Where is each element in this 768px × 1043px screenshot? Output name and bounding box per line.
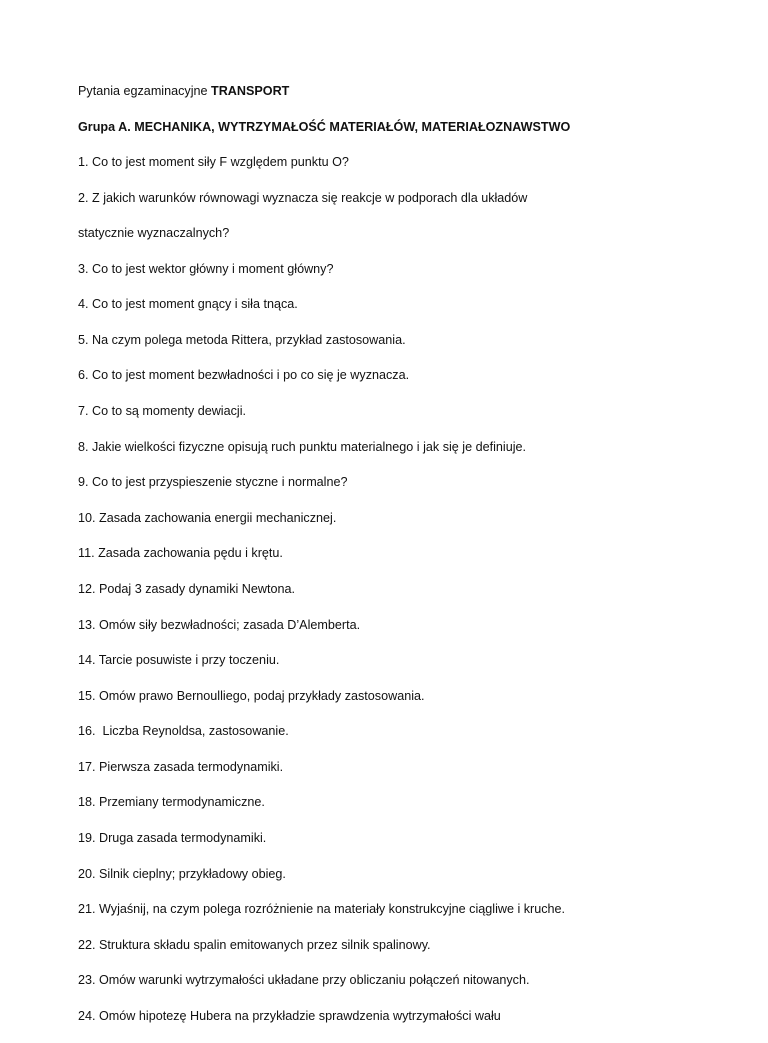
question-item: 12. Podaj 3 zasady dynamiki Newtona.: [78, 581, 296, 596]
question-item: 22. Struktura składu spalin emitowanych przez silnik spalinowy.: [78, 937, 431, 952]
question-item: 1. Co to jest moment siły F względem punktu O?: [78, 155, 349, 170]
question-item: 2. Z jakich warunków równowagi wyznacza się reakcje w podporach dla układów: [78, 190, 528, 205]
question-list: [78, 153, 728, 1025]
question-item: 3. Co to jest wektor główny i moment główny?: [78, 261, 334, 276]
question-item: 11. Zasada zachowania pędu i krętu.: [78, 546, 283, 561]
question-item: 23. Omów warunki wytrzymałości układane przy obliczaniu połączeń nitowanych.: [78, 973, 530, 988]
title-prefix: Pytania egzaminacyjne: [78, 84, 212, 98]
question-item-continuation: statycznie wyznaczalnych?: [78, 225, 230, 240]
question-item: 15. Omów prawo Bernoulliego, podaj przykłady zastosowania.: [78, 688, 425, 703]
group-heading: Grupa A. MECHANIKA, WYTRZYMAŁOŚĆ MATERIAŁÓW, MATERIAŁOZNAWSTWO: [78, 119, 571, 134]
question-item: 6. Co to jest moment bezwładności i po co się je wyznacza.: [78, 368, 410, 383]
question-item: 16. Liczba Reynoldsa, zastosowanie.: [78, 724, 289, 739]
question-item: 17. Pierwsza zasada termodynamiki.: [78, 759, 284, 774]
question-item: 21. Wyjaśnij, na czym polega rozróżnienie na materiały konstrukcyjne ciągliwe i kruche.: [78, 902, 566, 917]
question-item: 24. Omów hipotezę Hubera na przykładzie sprawdzenia wytrzymałości wału: [78, 1009, 501, 1024]
question-item: 14. Tarcie posuwiste i przy toczeniu.: [78, 653, 280, 668]
question-item: 8. Jakie wielkości fizyczne opisują ruch punktu materialnego i jak się je definiuje.: [78, 439, 527, 454]
document-title: [78, 82, 728, 100]
question-item: 18. Przemiany termodynamiczne.: [78, 795, 265, 810]
question-item: 19. Druga zasada termodynamiki.: [78, 831, 267, 846]
question-item: 10. Zasada zachowania energii mechanicznej.: [78, 510, 337, 525]
question-item: 20. Silnik cieplny; przykładowy obieg.: [78, 866, 286, 881]
title-bold: TRANSPORT: [211, 84, 290, 98]
question-item: 4. Co to jest moment gnący i siła tnąca.: [78, 297, 298, 312]
question-item: 7. Co to są momenty dewiacji.: [78, 403, 246, 418]
question-item: 9. Co to jest przyspieszenie styczne i normalne?: [78, 475, 348, 490]
document-body: [78, 82, 728, 1043]
question-item: 13. Omów siły bezwładności; zasada D’Alemberta.: [78, 617, 361, 632]
question-item: 5. Na czym polega metoda Rittera, przykład zastosowania.: [78, 332, 406, 347]
